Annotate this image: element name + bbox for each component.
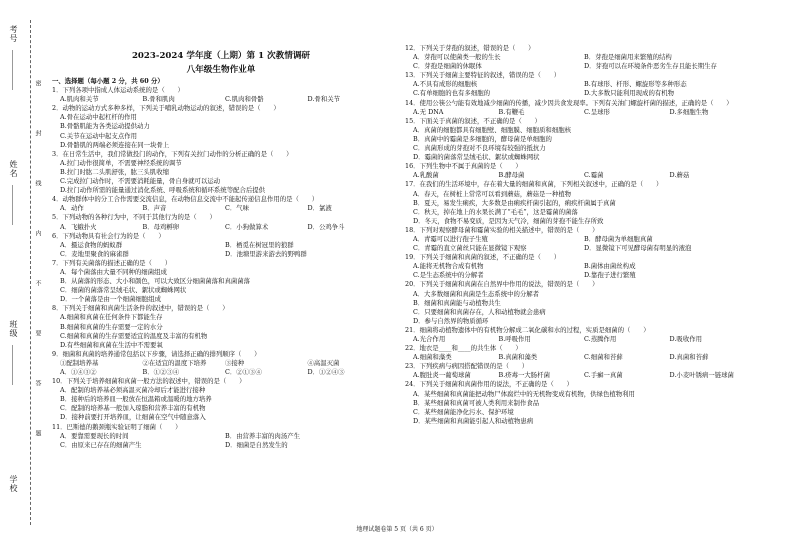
answer-option: A．要靠需要现长的时间 xyxy=(60,431,129,440)
answer-option: B．接种后的培养皿一般放在恒温箱或温暖的地方培养 xyxy=(60,395,212,404)
answer-options-row xyxy=(52,223,390,232)
left-column xyxy=(52,77,390,450)
answer-options-row xyxy=(405,335,755,344)
question-stem: 14．使用公筷公勺能有效地减少细菌的传播，减少因共食发现率。下列有关油门螺旋杆菌的描述，正确的是（ ） xyxy=(405,98,733,107)
answer-option: D．芽孢可以在环境条件恶劣生存且能长期生存 xyxy=(584,62,717,71)
answer-option: C．由原来已存在的细菌产生 xyxy=(60,440,142,449)
question-stem: 8．下列关于细菌和真菌生活条件的叙述中，错误的是（ ） xyxy=(52,304,229,313)
question-stem: 7．下列有关菌落的描述正确的是（ ） xyxy=(52,258,172,267)
seal-mark: 密 xyxy=(34,80,41,87)
answer-options-row xyxy=(405,262,755,271)
question-stem: 19．下列关于细菌和真菌的叙述，不正确的是（ ） xyxy=(405,253,561,262)
answer-option: A．春天，在树桩上常常可以看到蘑菇，蘑菇是一种植物 xyxy=(413,189,571,198)
question-stem: 24．下列关于细菌和真菌作用的说法，不正确的是（ ） xyxy=(405,380,573,389)
answer-option: A．①④③② xyxy=(60,368,97,376)
answer-option: B.酵母菌 xyxy=(498,171,525,180)
seal-mark: 题 xyxy=(34,430,41,437)
answer-option: A.细菌和藻类 xyxy=(413,353,452,362)
question-stem: 11．巴斯德的鹅颈瓶实验证明了细菌（ ） xyxy=(52,422,182,431)
answer-option: C.肌肉和骨骼 xyxy=(225,95,264,104)
answer-option: B.细菌和真菌的生存需要一定的水分 xyxy=(60,322,163,331)
answer-option: B.有鞭毛 xyxy=(498,107,525,116)
answer-option: D.小麦叶锈病一链球菌 xyxy=(669,371,734,380)
answer-options-row xyxy=(52,359,390,368)
answer-option: A.乳酸菌 xyxy=(413,171,439,180)
binding-label-exam-number: 考号 xyxy=(9,25,18,43)
answer-option: D．一个菌落是由一个细菌细胞组成 xyxy=(60,295,161,304)
answer-option: C.是生态系统中的分解者 xyxy=(413,271,484,280)
answer-option: A．青霉可以进行孢子生殖 xyxy=(413,234,488,243)
answer-option: C.细菌和苔藓 xyxy=(584,353,623,362)
answer-option: B．①②③④ xyxy=(142,368,180,376)
question-stem: 1．下列各项中指成人体运动系统的是（ ） xyxy=(52,86,184,95)
answer-option: B．母鸡孵卵 xyxy=(142,222,180,231)
answer-options-row xyxy=(405,244,755,253)
answer-option: A.无 DNA xyxy=(413,107,444,116)
answer-options-row xyxy=(405,371,755,380)
answer-option: C．细菌的菌落常呈绒毛状、絮状或蜘蛛网状 xyxy=(60,286,187,295)
answer-option: D．某些细菌和真菌能引起人和动植物患病 xyxy=(413,416,534,425)
answer-options-row xyxy=(405,353,755,362)
answer-option: D.蘑菇 xyxy=(669,171,690,180)
answer-option: A．摄运食物的蚂蚁群 xyxy=(60,240,123,249)
answer-options-row xyxy=(405,62,755,71)
page-subtitle: 八年级生物作业单 xyxy=(186,65,256,75)
answer-option: C．气味 xyxy=(225,204,250,213)
answer-option: C．②①③④ xyxy=(225,368,262,376)
answer-option: C.关节在运动中起支点作用 xyxy=(60,131,137,140)
question-stem: 23．下列疾病与病因搭配错误的是（ ） xyxy=(405,362,529,371)
answer-option: B.真菌和藻类 xyxy=(498,353,538,362)
answer-option: D.多细胞生物 xyxy=(669,107,709,116)
answer-option: A.细菌和真菌在任何条件下都能生存 xyxy=(60,313,163,322)
answer-option: D.拉门动作所需的能量通过消化系统、呼吸系统和循环系统等配合后提供 xyxy=(60,186,266,195)
answer-option: A.能将无机物合成有机物 xyxy=(413,262,484,271)
answer-option: D.吸收作用 xyxy=(669,335,702,343)
answer-options-row xyxy=(405,89,755,98)
answer-option: A．大多数细菌和真菌是生态系统中的分解者 xyxy=(413,289,540,298)
answer-option: D．霉菌的菌落常呈绒毛状、絮状或蜘蛛网状 xyxy=(413,153,540,162)
answer-option: B．由营养丰富的肉汤产生 xyxy=(225,431,300,440)
answer-option: ④高温灭菌 xyxy=(307,358,340,367)
answer-option: A.腹肚炎一葡萄球菌 xyxy=(413,371,471,380)
question-stem: 6．下列动物具有社会行为的是（ ） xyxy=(52,231,165,240)
seal-mark: 要 xyxy=(34,330,41,337)
answer-option: C.有单细胞的也有多细胞的 xyxy=(413,89,490,98)
seal-mark: 封 xyxy=(34,130,41,137)
answer-option: A.骨在运动中起杠杆的作用 xyxy=(60,113,137,122)
answer-option: C．秋天，掉在地上的水果长满了“毛毛”，这是霉菌的菌落 xyxy=(413,207,578,216)
answer-option: B.有球形、杆形、螺旋形等多种形态 xyxy=(584,80,687,89)
answer-option: B．细菌和真菌能与动植物共生 xyxy=(413,298,501,307)
answer-options-row xyxy=(405,271,755,280)
answer-option: B.骨和肌肉 xyxy=(142,95,175,104)
answer-option: C．芽孢是细菌的休眠体 xyxy=(413,62,482,71)
answer-option: D.骨和关节 xyxy=(307,95,340,104)
binding-blank-line xyxy=(12,345,13,385)
binding-label-school: 学校 xyxy=(9,475,18,493)
answer-option: A.光合作用 xyxy=(413,335,446,343)
answer-option: B．栖觅在树冠里的狼群 xyxy=(225,240,294,249)
question-stem: 17．在我们的生活环境中，存在着大量的细菌和真菌，下列相关叙述中，正确的是（ ） xyxy=(405,180,663,189)
answer-option: D.骨骼肌的两端必须连接在同一块骨上 xyxy=(60,140,170,149)
answer-option: C．配制的培养基一般加入琼脂和营养丰富的有机物 xyxy=(60,404,206,413)
answer-option: C．只要细菌和真菌存在，人和动植物就会患病 xyxy=(413,307,546,316)
binding-label-class: 班级 xyxy=(9,320,18,338)
answer-option: D．氯液 xyxy=(307,204,332,213)
answer-option: A．芽孢可以使菌类一般的生长 xyxy=(413,53,501,62)
answer-options-row xyxy=(405,53,755,62)
answer-option: D.有些细菌和真菌在生活中不需要氧 xyxy=(60,340,163,349)
answer-option: D．细菌是自然发生的 xyxy=(225,440,288,449)
answer-options-row xyxy=(405,171,755,180)
page-footer: 地理试题卷第 5 页（共 6 页） xyxy=(356,526,438,533)
answer-option: B．酵母菌为单细胞真菌 xyxy=(584,234,653,243)
question-stem: 22．地衣是____和____的共生体（ ） xyxy=(405,344,522,353)
answer-option: D.真菌和苔藓 xyxy=(669,353,709,362)
answer-option: A．某些细菌和真菌能把动物尸体腐烂中的无机物变成有机物，供绿色植物利用 xyxy=(413,389,635,398)
answer-options-row xyxy=(52,204,390,213)
right-column xyxy=(405,44,755,426)
question-stem: 16．下列生物中不属于真菌的是（ ） xyxy=(405,162,522,171)
answer-option: C.蒸腾作用 xyxy=(584,335,617,343)
answer-option: C.呈球形 xyxy=(584,107,610,116)
answer-option: D.大多数只能利用现成的有机物 xyxy=(584,89,675,98)
answer-option: B．真菌中的霉菌是多细胞的，酵母菌是单细胞的 xyxy=(413,134,552,143)
answer-option: C.完成拉门动作时，不需要消耗能量，骨自身就可以运动 xyxy=(60,177,221,186)
answer-option: C．青霉的直立菌丝只能在显微镜下观察 xyxy=(413,244,527,253)
answer-option: C．小狗做算术 xyxy=(225,222,269,231)
answer-option: ①配制培养基 xyxy=(60,358,99,367)
answer-option: A．真菌的细胞都具有细胞壁、细胞膜、细胞质和细胞核 xyxy=(413,125,571,134)
answer-option: D．池塘里游来游去的野鸭群 xyxy=(225,249,307,258)
answer-option: A．每个菌落由大量不同种的细菌组成 xyxy=(60,267,167,276)
question-stem: 13．下列关于细菌主要特征的叙述，错误的是（ ） xyxy=(405,71,561,80)
question-stem: 20．下列关于细菌和真菌在自然界中作用的说法，错误的是（ ） xyxy=(405,280,599,289)
seal-mark: 线 xyxy=(34,180,41,187)
answer-options-row xyxy=(405,108,755,117)
answer-option: C．真菌形成的芽孢对不良环境有较强的抵抗力 xyxy=(413,144,546,153)
answer-option: D．①②④③ xyxy=(307,368,345,376)
binding-label-name: 姓名 xyxy=(9,160,18,178)
answer-option: C．麦地里聚食的麻雀群 xyxy=(60,249,129,258)
answer-option: B．声音 xyxy=(142,204,167,213)
answer-option: D.靠孢子进行繁殖 xyxy=(584,271,636,280)
answer-option: D．参与自然界的物质循环 xyxy=(413,316,489,325)
answer-option: D．显微镜下可见酵母菌有明显的液泡 xyxy=(584,244,692,253)
binding-blank-line xyxy=(12,50,13,90)
answer-options-row xyxy=(52,432,390,441)
question-stem: 2．动物的运动方式多种多样，下列关于哺乳动物运动的叙述，错误的是（ ） xyxy=(52,104,280,113)
answer-option: ②在适宜的温度下培养 xyxy=(142,358,207,367)
section-heading: 一、选择题（每小题 2 分，共 60 分） xyxy=(52,77,164,85)
answer-options-row xyxy=(52,368,390,377)
answer-option: D．冬天，食物不易变质，是因为天气冷，细菌的芽孢不能生存所致 xyxy=(413,216,604,225)
answer-option: A.拉门动作很简单，不需要神经系统的调节 xyxy=(60,158,182,167)
answer-option: A.肌肉和关节 xyxy=(60,95,99,104)
seal-mark: 答 xyxy=(34,380,41,387)
answer-option: C.细菌和真菌的生存需要适宜的温度及丰富的有机物 xyxy=(60,331,208,340)
answer-option: A．配制的培养基必须高温灭菌冷却后才能进行接种 xyxy=(60,386,206,395)
answer-option: B．某些细菌和真菌可被人类利用来制作食品 xyxy=(413,398,540,407)
answer-option: A.不具有成形的细胞核 xyxy=(413,80,478,89)
answer-option: B．从菌落的形态、大小和颜色，可以大致区分细菌菌落和真菌菌落 xyxy=(60,277,251,286)
answer-option: B．芽孢是细菌用来繁殖的结构 xyxy=(584,53,672,62)
answer-option: B.疥毒一大肠杆菌 xyxy=(498,371,550,380)
answer-option: A．动作 xyxy=(60,204,84,213)
answer-option: C.手癣一真菌 xyxy=(584,371,623,380)
question-stem: 5．下列动物的各种行为中，不同于其他行为的是（ ） xyxy=(52,213,216,222)
question-stem: 10．下列关于培养细菌和真菌一般方法的叙述中，错误的是（ ） xyxy=(52,377,246,386)
fold-line xyxy=(30,20,31,525)
question-stem: 4．动物群体中的分工合作需要交流信息，在动物信息交流中不能起传递信息作用的是（ ） xyxy=(52,195,319,204)
question-stem: 12．下列关于芽孢的叙述，错误的是（ ） xyxy=(405,44,535,52)
question-stem: 21．细菌将动植物遗体中的有机物分解成二氧化碳和水的过程，实质是细菌的（ ） xyxy=(405,325,650,334)
answer-option: ③接种 xyxy=(225,358,245,367)
seal-mark: 不 xyxy=(34,280,41,287)
question-stem: 18．下列对观察酵母菌和霉菌实验的相关描述中，错误的是（ ） xyxy=(405,225,599,234)
binding-blank-line xyxy=(12,185,13,225)
answer-option: B.菌体由菌丝构成 xyxy=(584,262,636,271)
answer-options-row xyxy=(405,235,755,244)
answer-option: C.霉菌 xyxy=(584,171,604,180)
answer-option: A．飞蛾扑火 xyxy=(60,222,97,231)
question-stem: 15．下面关于真菌的叙述，不正确的是（ ） xyxy=(405,116,541,125)
page-title: 2023-2024 学年度（上期）第 1 次教情调研 xyxy=(131,51,311,61)
answer-options-row xyxy=(52,95,390,104)
answer-option: B.呼吸作用 xyxy=(498,335,531,343)
answer-options-row xyxy=(52,250,390,259)
answer-option: C．某些细菌能净化污水、保护环境 xyxy=(413,407,514,416)
answer-option: D．公鸡争斗 xyxy=(307,222,345,231)
answer-option: D．接种前要打开培养皿，让细菌在空气中随意落入 xyxy=(60,413,206,422)
binding-margin xyxy=(0,20,40,525)
answer-options-row xyxy=(52,241,390,250)
answer-option: B.拉门时肱二头肌舒张，肱三头肌收缩 xyxy=(60,167,169,176)
seal-mark: 内 xyxy=(34,230,41,237)
question-stem: 3．在日常生活中，我们常做投门的动作，下列有关拉门动作的分析正确的是（ ） xyxy=(52,149,293,158)
answer-option: B．夏天，易发生痢疾，大多数是由痢疾杆菌引起的，痢疾杆菌属于真菌 xyxy=(413,198,616,207)
answer-options-row xyxy=(52,441,390,450)
answer-option: B.骨骼肌能为各类运动提供动力 xyxy=(60,122,150,131)
question-stem: 9．细菌和真菌的培养通常包括以下步骤，请选择正确的排列顺序（ ） xyxy=(52,349,261,358)
